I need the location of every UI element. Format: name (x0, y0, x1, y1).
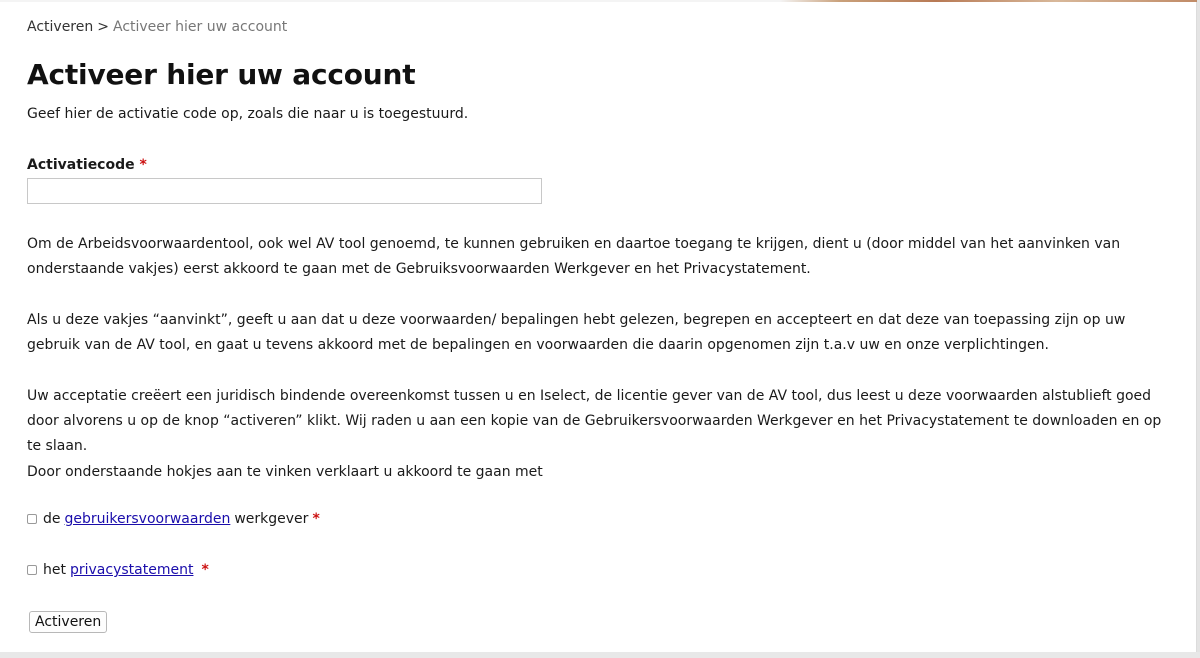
required-marker: * (139, 157, 147, 173)
terms-checkbox-row (27, 511, 320, 527)
bottom-edge (0, 652, 1200, 658)
terms-paragraph-2: Als u deze vakjes “aanvinkt”, geeft u aan dat u deze voorwaarden/ bepalingen hebt gelezen, begrepen en accepteert en dat deze van toepassing zijn op uw gebruik van de AV tool, en gaat u tevens akkoord met de bepalingen en voorwaarden die daarin opgenomen zijn t.a.v uw en onze verplichtingen. (27, 312, 1126, 353)
terms-checkbox-suffix: werkgever (234, 511, 309, 527)
privacy-checkbox-row (27, 562, 209, 578)
activate-button[interactable]: Activeren (29, 611, 107, 633)
terms-paragraph-1: Om de Arbeidsvoorwaardentool, ook wel AV tool genoemd, te kunnen gebruiken en daartoe toegang te krijgen, dient u (door middel van het aanvinken van onderstaande vakjes) eerst akkoord te gaan met de Gebruiksvoorwaarden Werkgever en het Privacystatement. (27, 236, 1121, 277)
breadcrumb-root[interactable]: Activeren (27, 19, 94, 35)
terms-link[interactable]: gebruikersvoorwaarden (64, 511, 231, 527)
required-marker: * (312, 511, 320, 527)
breadcrumb-current: Activeer hier uw account (112, 19, 288, 35)
terms-checkbox-prefix: de (43, 511, 61, 527)
privacy-checkbox-prefix: het (43, 562, 66, 578)
privacy-link[interactable]: privacystatement (69, 562, 194, 578)
required-marker: * (201, 562, 209, 578)
intro-text: Geef hier de activatie code op, zoals die naar u is toegestuurd. (27, 106, 469, 122)
activation-code-label (27, 157, 147, 173)
activation-code-input[interactable] (27, 178, 542, 204)
terms-paragraph-4: Door onderstaande hokjes aan te vinken verklaart u akkoord te gaan met (27, 464, 543, 480)
terms-paragraph-3: Uw acceptatie creëert een juridisch bindende overeenkomst tussen u en Iselect, de licentie gever van de AV tool, dus leest u deze voorwaarden alstublieft goed door alvorens u op de knop “activeren” klikt. Wij raden u aan een kopie van de Gebruikersvoorwaarden Werkgever en het Privacystatement te downloaden en op te slaan. (27, 388, 1162, 454)
activation-code-label-text: Activatiecode (27, 157, 135, 173)
breadcrumb (27, 19, 287, 35)
terms-checkbox[interactable] (27, 514, 37, 524)
breadcrumb-separator: > (97, 19, 109, 35)
privacy-checkbox[interactable] (27, 565, 37, 575)
page-title: Activeer hier uw account (27, 58, 416, 91)
page-container (0, 2, 1197, 652)
